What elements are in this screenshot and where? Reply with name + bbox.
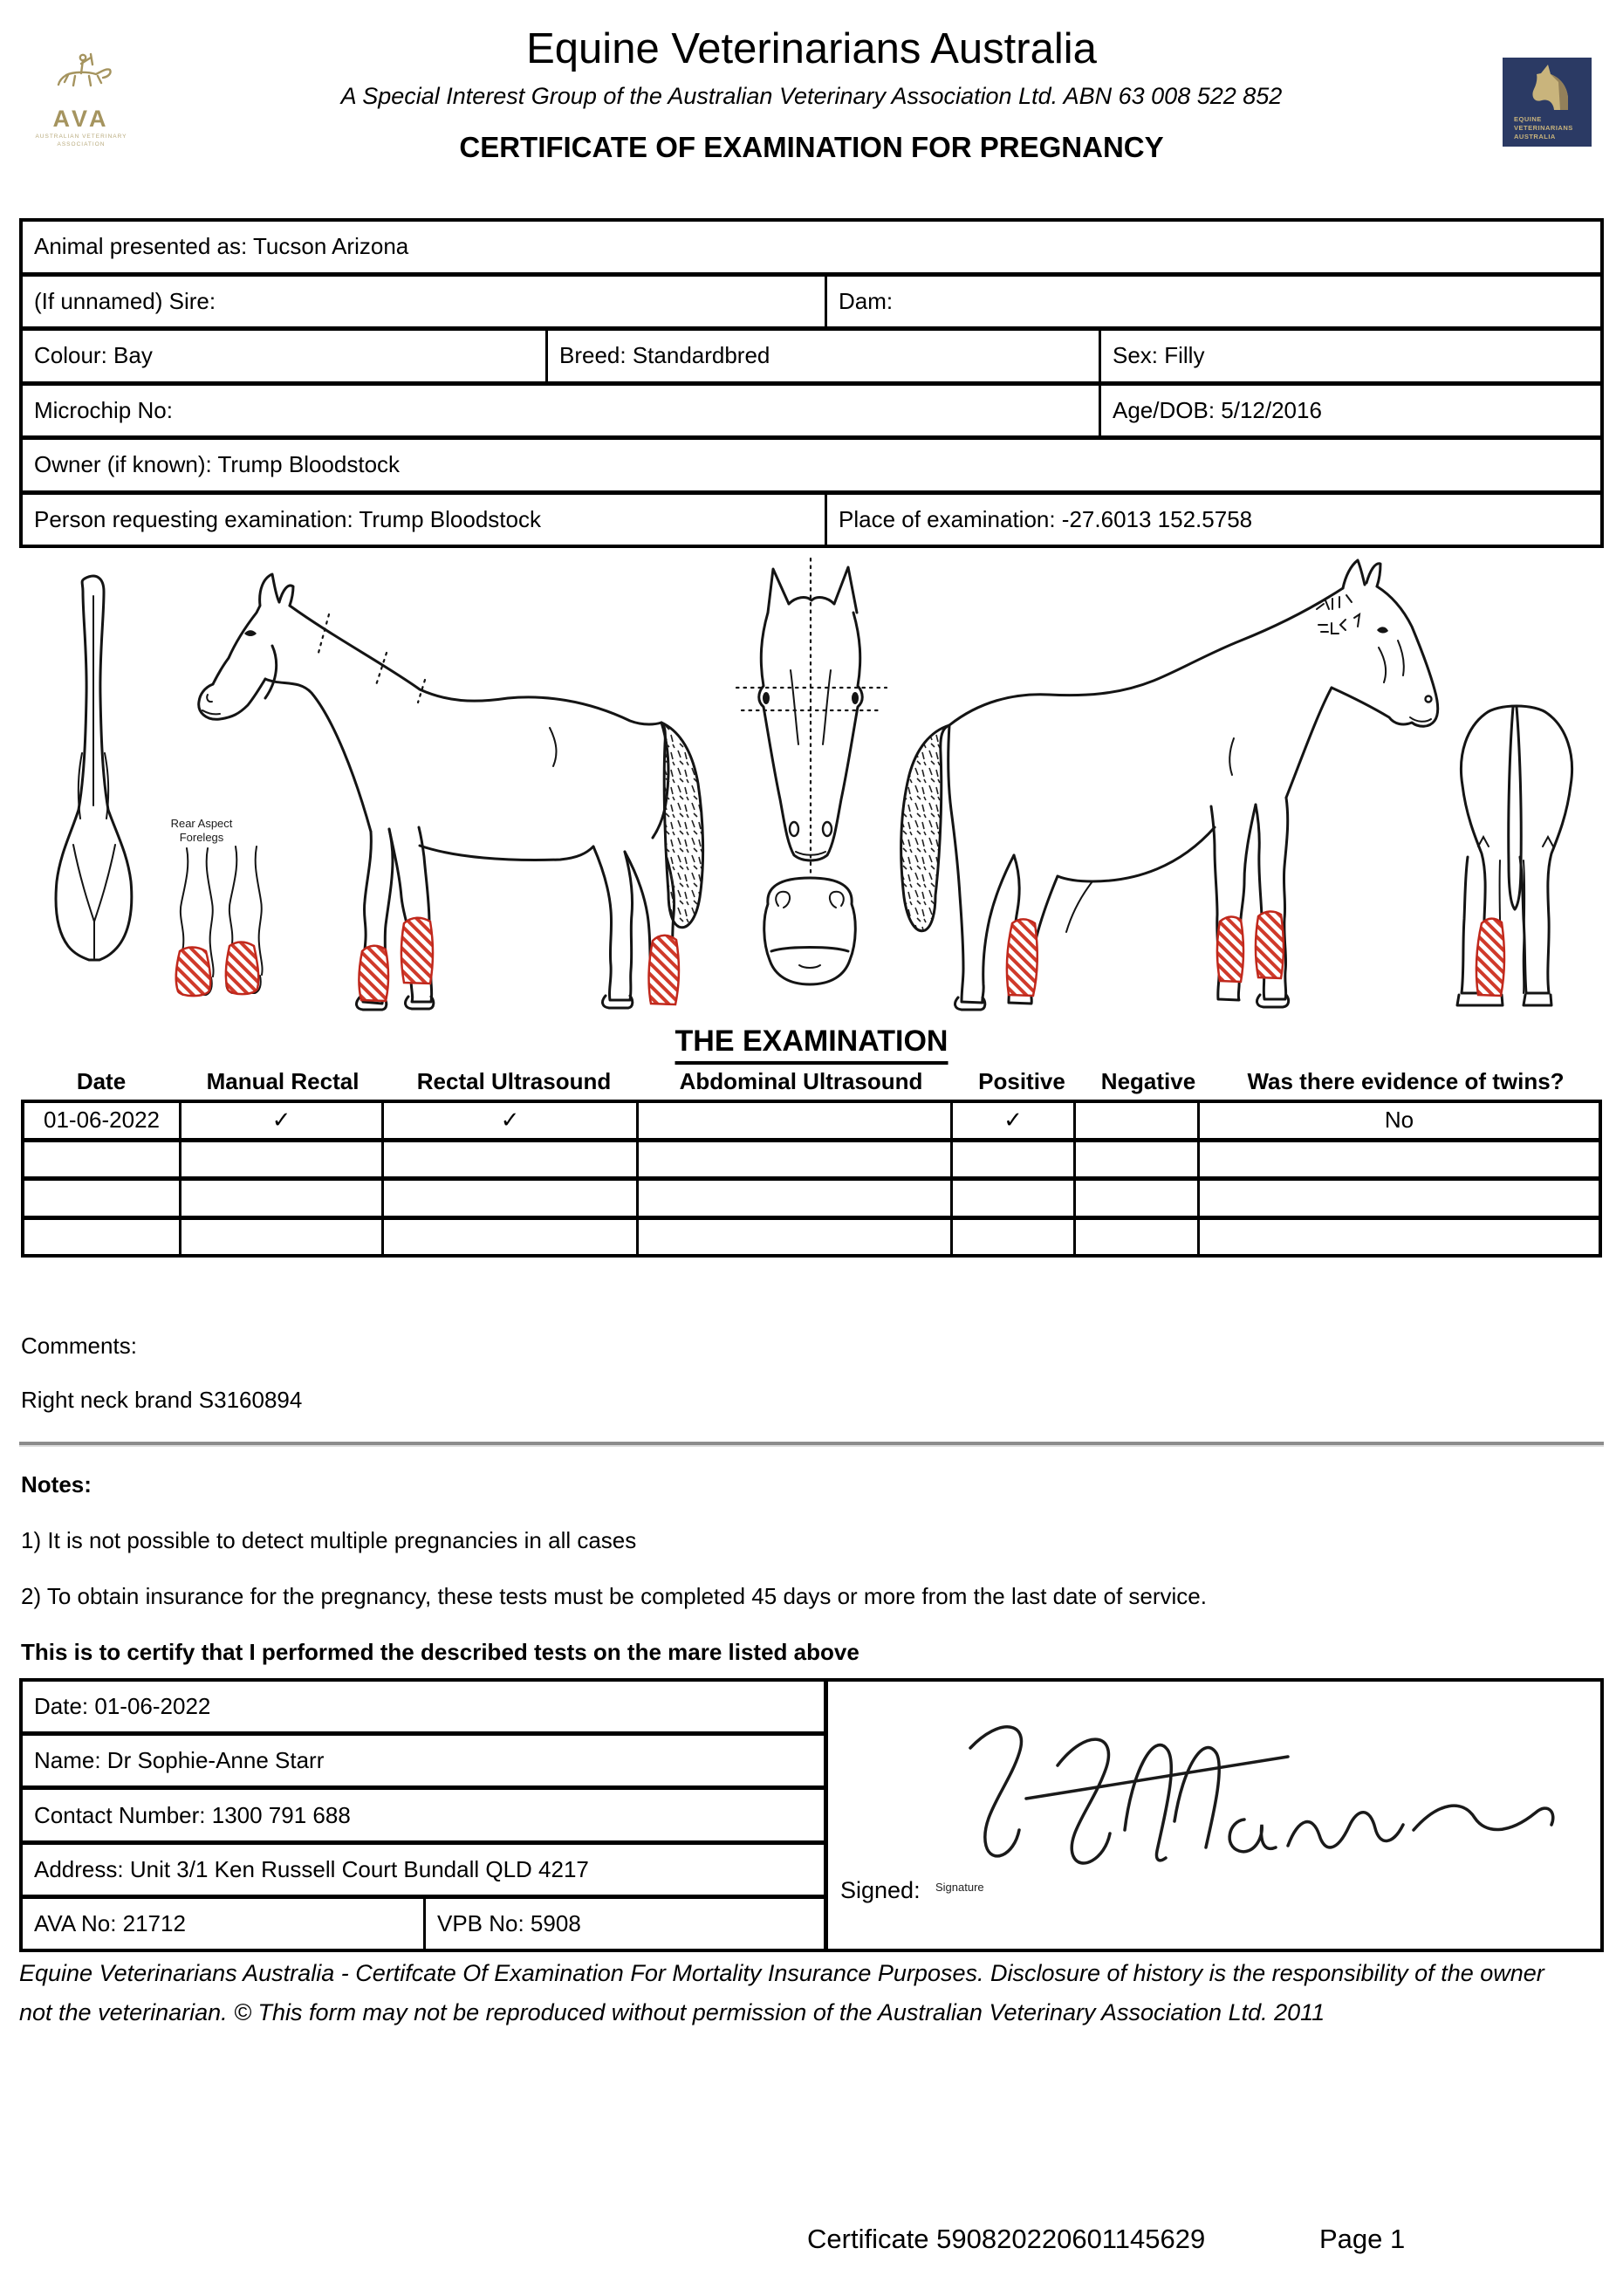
ava-logo-line1: AUSTRALIAN VETERINARY — [35, 134, 127, 140]
exam-manual-rectal-check: ✓ — [179, 1103, 381, 1138]
table-row — [23, 435, 1600, 490]
empty-cell — [1073, 1142, 1197, 1177]
animal-presented-as: Animal presented as: Tucson Arizona — [34, 233, 409, 260]
microchip-field: Microchip No: — [34, 396, 173, 423]
examination-row-4 — [24, 1216, 1599, 1255]
vet-address-field: Address: Unit 3/1 Ken Russell Court Bundall QLD 4217 — [34, 1855, 589, 1882]
eva-logo-line1: EQUINE — [1514, 115, 1542, 123]
horse-markings-diagram — [19, 557, 1604, 1015]
empty-cell — [1197, 1142, 1599, 1177]
empty-cell — [636, 1181, 950, 1216]
place-of-examination-field: Place of examination: -27.6013 152.5758 — [825, 495, 1600, 545]
ventral-limb-view — [56, 576, 132, 960]
examination-title: THE EXAMINATION — [675, 1025, 948, 1065]
marking-off-hindleg — [1007, 920, 1037, 997]
age-dob-field: Age/DOB: 5/12/2016 — [1099, 386, 1600, 436]
eva-logo-line2: VETERINARIANS — [1514, 124, 1573, 132]
person-requesting-field: Person requesting examination: Trump Bloodstock — [34, 505, 541, 532]
examination-table — [21, 1100, 1602, 1258]
ava-logo-line2: ASSOCIATION — [57, 141, 106, 147]
certificate-number: Certificate 590820220601145629 — [807, 2224, 1206, 2254]
vet-contact-field: Contact Number: 1300 791 688 — [34, 1801, 351, 1828]
exam-date: 01-06-2022 — [44, 1107, 160, 1134]
empty-cell — [381, 1181, 636, 1216]
horse-rear-view — [1457, 706, 1572, 1005]
sex-field: Sex: Filly — [1099, 331, 1600, 381]
colour-field: Colour: Bay — [34, 342, 153, 369]
table-row — [23, 490, 1600, 545]
exam-rectal-ultrasound-check: ✓ — [381, 1103, 636, 1138]
veterinarian-details-box — [19, 1678, 1604, 1952]
ava-logo-word: AVA — [52, 106, 110, 132]
horse-muzzle-view — [764, 878, 856, 984]
comments-text: Right neck brand S3160894 — [21, 1387, 303, 1413]
page-number: Page 1 — [1319, 2224, 1406, 2254]
marking-off-foreleg-2 — [1256, 911, 1284, 978]
table-row — [23, 272, 1600, 327]
eva-logo — [1503, 58, 1592, 147]
table-row — [23, 381, 1600, 436]
empty-cell — [950, 1181, 1073, 1216]
disclaimer-line-1: Equine Veterinarians Australia - Certifcate Of Examination For Mortality Insurance Purposes. Disclosure of history is the responsibility of the owner — [19, 1960, 1544, 1986]
marking-left-foreleg — [359, 946, 388, 1001]
empty-cell — [24, 1142, 179, 1177]
examination-row-3 — [24, 1176, 1599, 1216]
col-header-twins: Was there evidence of twins? — [1247, 1068, 1565, 1094]
exam-twins: No — [1197, 1103, 1599, 1138]
signature-image — [946, 1715, 1578, 1872]
eva-knight-icon — [1524, 63, 1572, 113]
col-header-date: Date — [76, 1068, 127, 1094]
empty-cell — [636, 1142, 950, 1177]
comments-label: Comments: — [21, 1333, 137, 1359]
col-header-rectal-ultrasound: Rectal Ultrasound — [416, 1068, 612, 1094]
table-row — [23, 1895, 824, 1949]
empty-cell — [381, 1142, 636, 1177]
examination-row-2 — [24, 1138, 1599, 1177]
exam-positive-check: ✓ — [950, 1103, 1073, 1138]
marking-hind-leg — [649, 936, 679, 1004]
sire-field: (If unnamed) Sire: — [34, 287, 216, 314]
empty-cell — [1197, 1220, 1599, 1255]
empty-cell — [1073, 1220, 1197, 1255]
empty-cell — [950, 1142, 1073, 1177]
signature-caption: Signature — [935, 1881, 984, 1894]
table-row — [23, 1785, 824, 1840]
signature-cell — [828, 1682, 1600, 1949]
owner-field: Owner (if known): Trump Bloodstock — [34, 451, 401, 478]
rear-aspect-label-line1: Rear Aspect — [170, 817, 233, 830]
empty-cell — [179, 1142, 381, 1177]
vet-ava-no-field: AVA No: 21712 — [23, 1899, 426, 1949]
col-header-positive: Positive — [978, 1068, 1065, 1094]
ava-logo — [33, 51, 129, 148]
marking-right-foreleg — [401, 918, 433, 984]
rear-aspect-forelegs — [171, 817, 263, 996]
vet-details-column — [23, 1682, 828, 1949]
empty-cell — [381, 1220, 636, 1255]
page-title: Equine Veterinarians Australia — [526, 25, 1097, 72]
vet-vpb-no-field: VPB No: 5908 — [437, 1909, 581, 1936]
marking-off-foreleg-1 — [1217, 916, 1243, 982]
breed-field: Breed: Standardbred — [545, 331, 1099, 381]
certificate-title: CERTIFICATE OF EXAMINATION FOR PREGNANCY — [459, 131, 1164, 163]
empty-cell — [950, 1220, 1073, 1255]
empty-cell — [1073, 1181, 1197, 1216]
empty-cell — [179, 1181, 381, 1216]
table-row — [23, 1731, 824, 1785]
section-divider-shadow — [19, 1445, 1604, 1447]
examination-row-1 — [24, 1103, 1599, 1138]
empty-cell — [24, 1181, 179, 1216]
table-row — [23, 1682, 824, 1731]
table-row — [23, 222, 1600, 272]
marking-rear-left-leg — [1476, 919, 1504, 996]
horse-right-side-view — [901, 560, 1438, 1010]
note-item-1: 1) It is not possible to detect multiple pregnancies in all cases — [21, 1527, 637, 1553]
horse-left-side-view — [199, 574, 703, 1010]
notes-label: Notes: — [21, 1471, 92, 1498]
page-subtitle: A Special Interest Group of the Australian Veterinary Association Ltd. ABN 63 008 522 852 — [340, 83, 1283, 109]
eva-logo-line3: AUSTRALIA — [1514, 133, 1556, 141]
table-row — [23, 1840, 824, 1895]
dam-field: Dam: — [825, 277, 1600, 327]
eva-logo-text — [1514, 115, 1573, 141]
vet-date-field: Date: 01-06-2022 — [34, 1693, 211, 1720]
note-item-2: 2) To obtain insurance for the pregnancy, these tests must be completed 45 days or more from the last date of service. — [21, 1583, 1207, 1609]
empty-cell — [1197, 1181, 1599, 1216]
empty-cell — [636, 1220, 950, 1255]
rear-aspect-label-line2: Forelegs — [179, 831, 224, 844]
vet-name-field: Name: Dr Sophie-Anne Starr — [34, 1747, 325, 1774]
ava-horse-rider-icon — [33, 51, 129, 101]
horse-face-front-view — [736, 559, 887, 878]
col-header-negative: Negative — [1100, 1068, 1196, 1094]
certify-statement: This is to certify that I performed the described tests on the mare listed above — [21, 1639, 859, 1665]
empty-cell — [179, 1220, 381, 1255]
col-header-manual-rectal: Manual Rectal — [206, 1068, 360, 1094]
disclaimer-line-2: not the veterinarian. © This form may not be reproduced without permission of the Australian Veterinary Association Ltd. 2011 — [19, 1999, 1325, 2025]
table-row — [23, 326, 1600, 381]
animal-details-table — [19, 218, 1604, 548]
exam-abdominal-ultrasound — [636, 1103, 950, 1138]
empty-cell — [24, 1220, 179, 1255]
col-header-abdominal-ultrasound: Abdominal Ultrasound — [679, 1068, 923, 1094]
exam-negative — [1073, 1103, 1197, 1138]
signed-label: Signed: — [840, 1877, 921, 1903]
